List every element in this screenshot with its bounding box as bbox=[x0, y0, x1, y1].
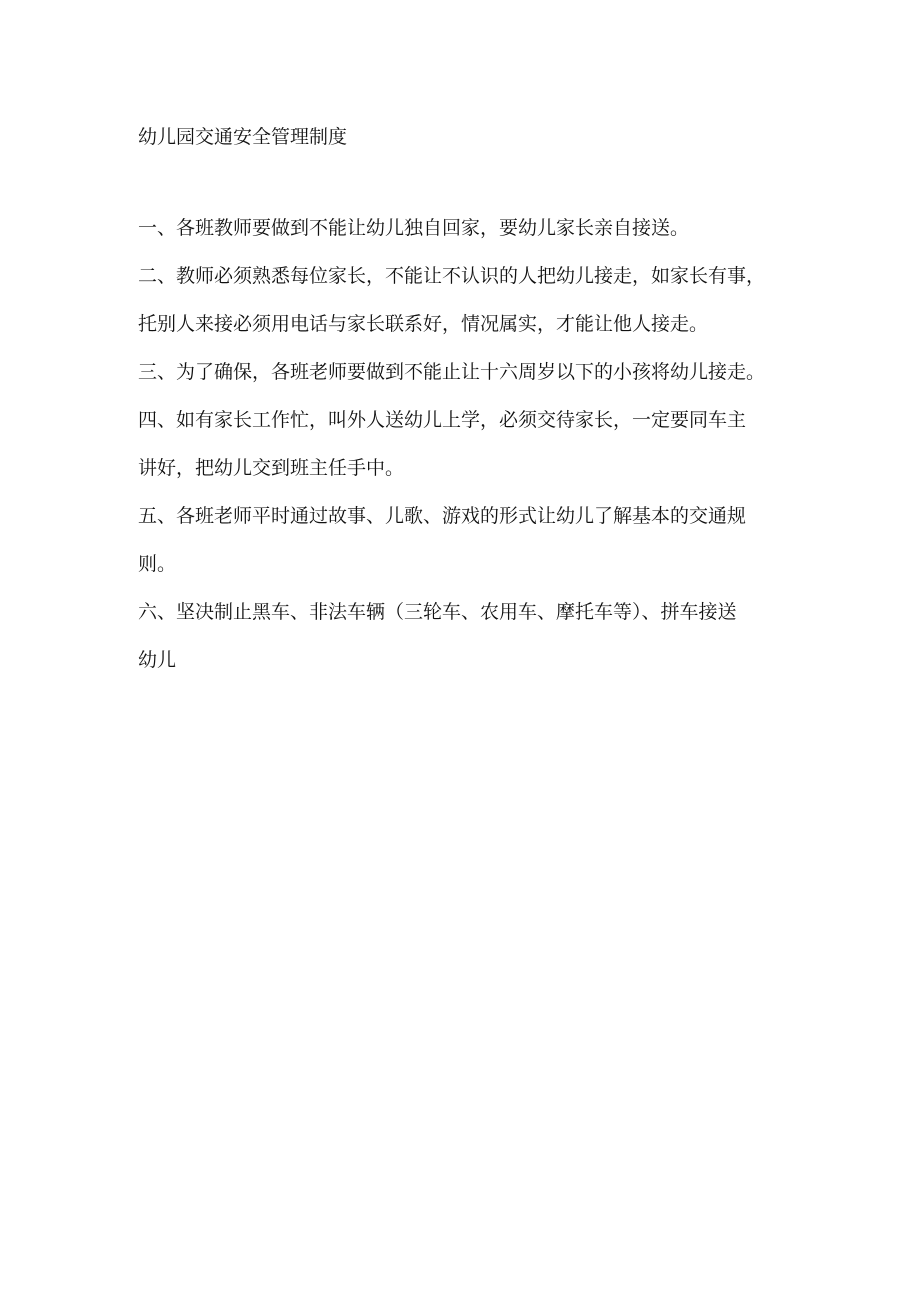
rule-2-line-2: 托别人来接必须用电话与家长联系好，情况属实，才能让他人接走。 bbox=[138, 313, 709, 335]
rule-1-line-1: 一、各班教师要做到不能让幼儿独自回家，要幼儿家长亲自接送。 bbox=[138, 217, 690, 239]
rule-6-line-1: 六、坚决制止黑车、非法车辆（三轮车、农用车、摩托车等）、拼车接送 bbox=[138, 601, 737, 623]
rule-6-line-2: 幼儿 bbox=[138, 649, 177, 671]
rule-3-line-1: 三、为了确保，各班老师要做到不能止让十六周岁以下的小孩将幼儿接走。 bbox=[138, 361, 766, 383]
document-title: 幼儿园交通安全管理制度 bbox=[138, 126, 348, 148]
rule-5-line-2: 则。 bbox=[138, 553, 177, 575]
rule-4-line-1: 四、如有家长工作忙，叫外人送幼儿上学，必须交待家长，一定要同车主 bbox=[138, 409, 747, 431]
rule-2-line-1: 二、教师必须熟悉每位家长，不能让不认识的人把幼儿接走，如家长有事， bbox=[138, 265, 766, 287]
document-body bbox=[138, 214, 798, 694]
rule-5-line-1: 五、各班老师平时通过故事、儿歌、游戏的形式让幼儿了解基本的交通规 bbox=[138, 505, 747, 527]
rule-4-line-2: 讲好，把幼儿交到班主任手中。 bbox=[138, 457, 405, 479]
